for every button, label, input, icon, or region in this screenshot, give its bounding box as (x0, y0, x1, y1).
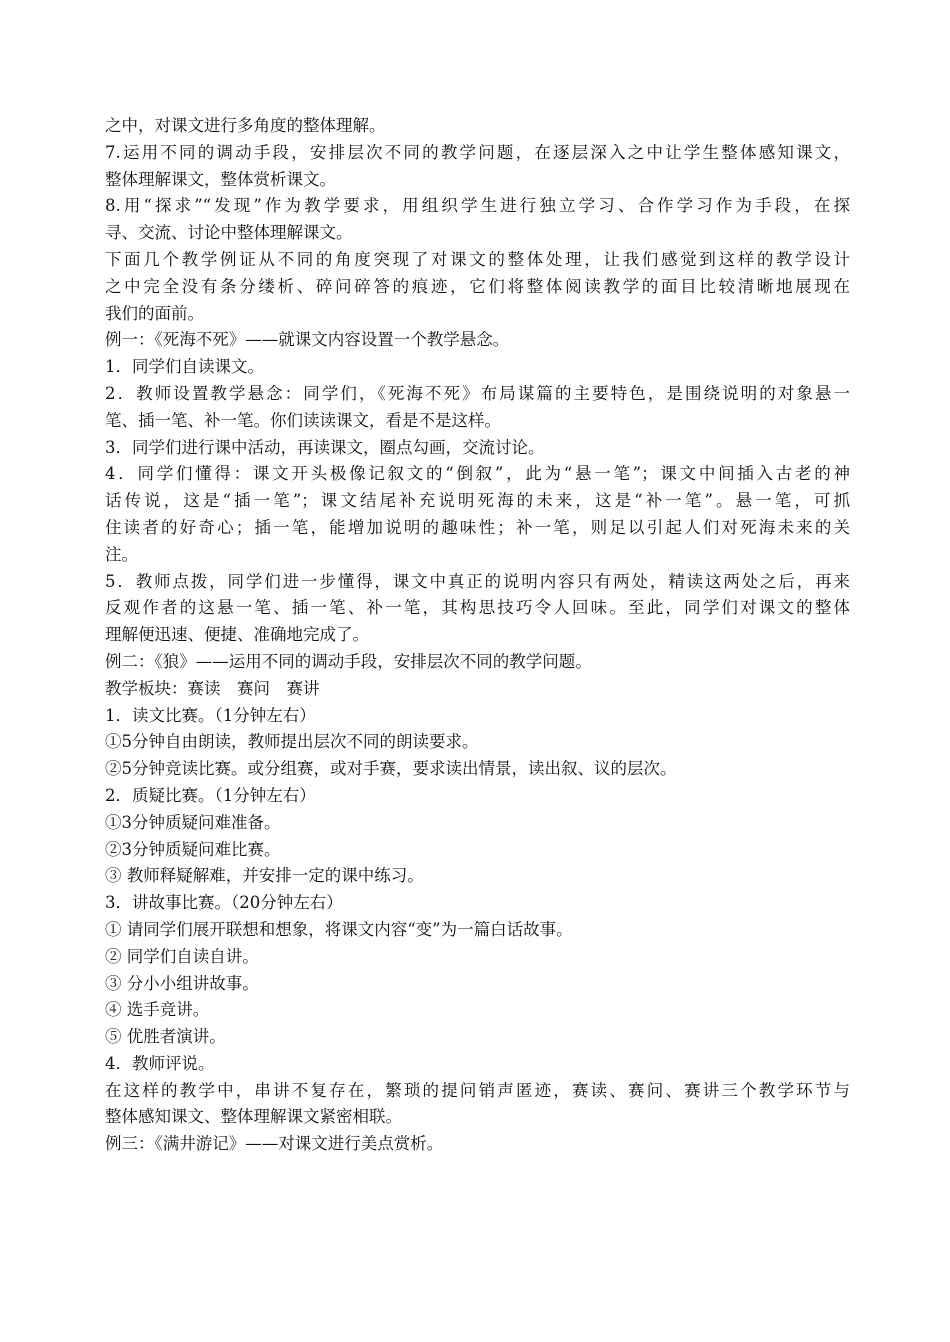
text-line: 例一：《死海不死》——就课文内容设置一个教学悬念。 (105, 330, 510, 350)
text-line: 我们的面前。 (105, 303, 204, 323)
text-line: 2．教师设置教学悬念：同学们，《死海不死》布局谋篇的主要特色，是围绕说明的对象悬一 (105, 383, 850, 403)
text-line: 注。 (105, 544, 138, 564)
text-line: 之中，对课文进行多角度的整体理解。 (105, 116, 386, 135)
text-line: 在这样的教学中，串讲不复存在，繁琐的提问销声匿迹，赛读、赛问、赛讲三个教学环节与 (105, 1080, 850, 1100)
text-line: 笔、插一笔、补一笔。你们读读课文，看是不是这样。 (105, 410, 501, 430)
text-line: 整体感知课文、整体理解课文紧密相联。 (105, 1107, 402, 1127)
text-line: ④ 选手竞讲。 (105, 1000, 210, 1020)
text-line: 4．同学们懂得：课文开头极像记叙文的“倒叙”，此为“悬一笔”；课文中间插入古老的神 (105, 464, 850, 484)
text-line: ⑤ 优胜者演讲。 (105, 1027, 226, 1047)
text-line: 5．教师点拨，同学们进一步懂得，课文中真正的说明内容只有两处，精读这两处之后，再来 (105, 571, 850, 591)
text-line: 理解便迅速、便捷、准确地完成了。 (105, 625, 369, 645)
text-line: 1．同学们自读课文。 (105, 357, 264, 377)
text-line: ①5分钟自由朗读，教师提出层次不同的朗读要求。 (105, 732, 479, 752)
text-line: 例二：《狼》——运用不同的调动手段，安排层次不同的教学问题。 (105, 651, 592, 671)
text-line: ② 同学们自读自讲。 (105, 946, 259, 966)
text-line: 7.运用不同的调动手段，安排层次不同的教学问题，在逐层深入之中让学生整体感知课文， (105, 142, 850, 162)
text-line: 整体理解课文，整体赏析课文。 (105, 169, 336, 189)
text-line: 话传说，这是“插一笔”；课文结尾补充说明死海的未来，这是“补一笔”。悬一笔，可抓 (105, 491, 850, 511)
text-line: ③ 教师释疑解难，并安排一定的课中练习。 (105, 866, 424, 886)
text-line: ①3分钟质疑问难准备。 (105, 812, 281, 832)
text-line: 住读者的好奇心；插一笔，能增加说明的趣味性；补一笔，则足以引起人们对死海未来的关 (105, 517, 850, 537)
text-line: ②5分钟竞读比赛。或分组赛，或对手赛，要求读出情景，读出叙、议的层次。 (105, 759, 677, 779)
text-line: ③ 分小小组讲故事。 (105, 973, 259, 993)
text-line: 教学板块：赛读 赛问 赛讲 (105, 678, 320, 698)
text-line: ① 请同学们展开联想和想象，将课文内容“变”为一篇白话故事。 (105, 919, 573, 939)
text-line: ②3分钟质疑问难比赛。 (105, 839, 281, 859)
text-line: 2．质疑比赛。（1分钟左右） (105, 785, 316, 805)
text-line: 之中完全没有条分缕析、碎问碎答的痕迹，它们将整体阅读教学的面目比较清晰地展现在 (105, 276, 850, 296)
text-line: 8.用“探求”“发现”作为教学要求，用组织学生进行独立学习、合作学习作为手段，在探 (105, 196, 850, 216)
text-line: 下面几个教学例证从不同的角度突现了对课文的整体处理，让我们感觉到这样的教学设计 (105, 249, 850, 269)
text-line: 3．讲故事比赛。（20分钟左右） (105, 893, 343, 913)
document-body (105, 113, 850, 1158)
text-line: 寻、交流、讨论中整体理解课文。 (105, 223, 353, 243)
text-line: 例三：《满井游记》——对课文进行美点赏析。 (105, 1134, 444, 1154)
text-line: 3．同学们进行课中活动，再读课文，圈点勾画，交流讨论。 (105, 437, 545, 457)
text-line: 反观作者的这悬一笔、插一笔、补一笔，其构思技巧令人回味。至此，同学们对课文的整体 (105, 598, 850, 618)
text-line: 4．教师评说。 (105, 1053, 215, 1073)
text-line: 1．读文比赛。（1分钟左右） (105, 705, 316, 725)
